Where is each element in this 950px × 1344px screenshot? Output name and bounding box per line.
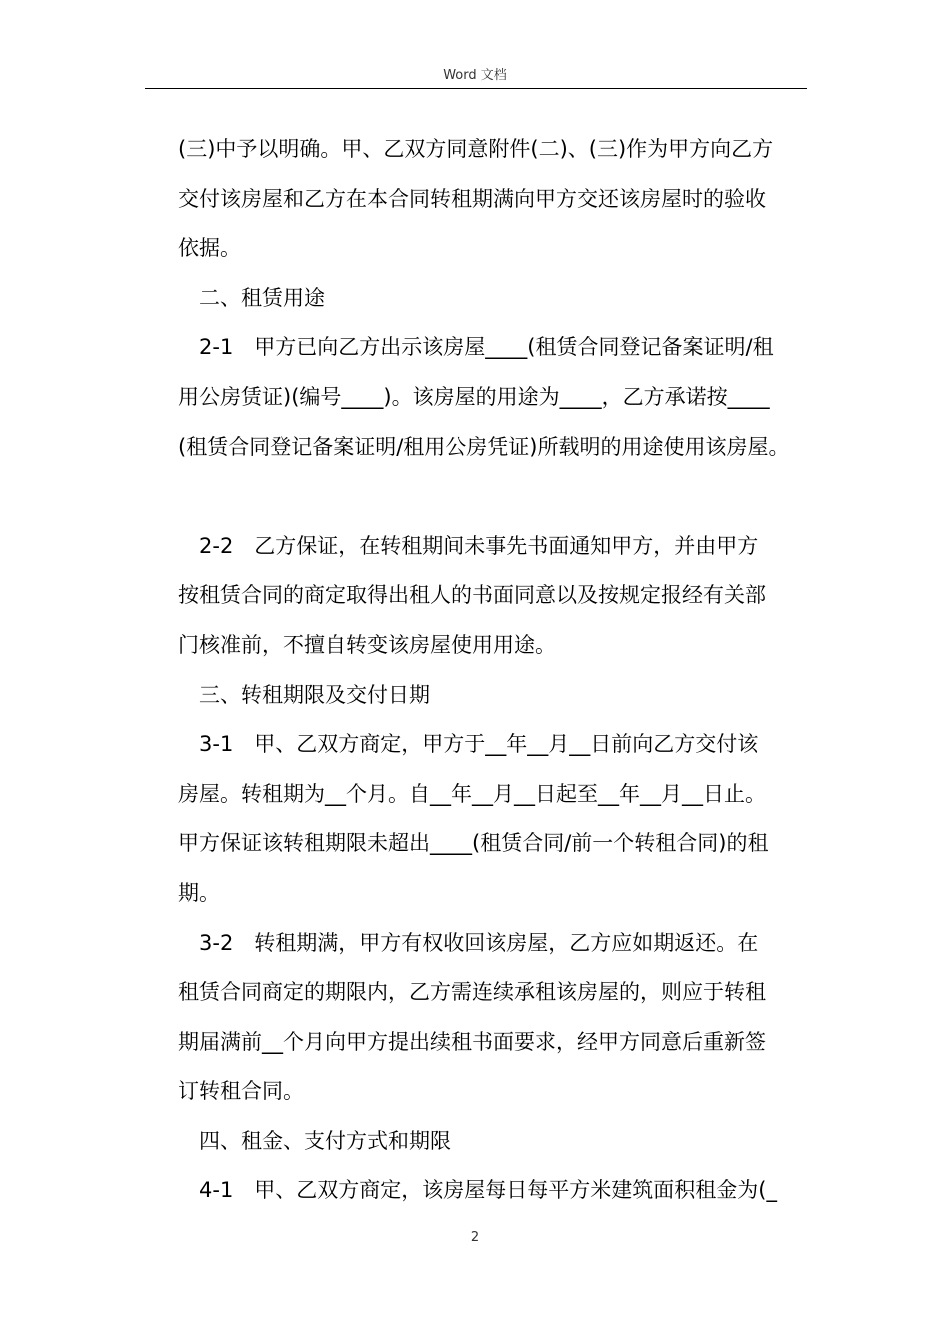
clause-line: 3-1 甲、乙双方商定，甲方于__年__月__日前向乙方交付该 — [199, 732, 759, 757]
paragraph-line: 房屋。转租期为__个月。自__年__月__日起至__年__月__日止。 — [178, 781, 766, 806]
paragraph-line: 交付该房屋和乙方在本合同转租期满向甲方交还该房屋时的验收 — [178, 186, 766, 211]
paragraph-line: 订转租合同。 — [178, 1079, 304, 1104]
paragraph-line: 依据。 — [178, 236, 241, 261]
clause-line: 2-2 乙方保证，在转租期间未事先书面通知甲方，并由甲方 — [199, 533, 759, 558]
header-divider — [145, 88, 807, 89]
paragraph-line: (租赁合同登记备案证明/租用公房凭证)所载明的用途使用该房屋。 — [178, 434, 790, 459]
section-heading: 四、租金、支付方式和期限 — [199, 1128, 451, 1153]
paragraph-line: 期届满前__个月向甲方提出续租书面要求，经甲方同意后重新签 — [178, 1029, 766, 1054]
page-header: Word 文档 — [443, 68, 507, 83]
paragraph-line: 甲方保证该转租期限未超出____(租赁合同/前一个转租合同)的租 — [178, 831, 769, 856]
paragraph-line: (三)中予以明确。甲、乙双方同意附件(二)、(三)作为甲方向乙方 — [178, 137, 774, 161]
paragraph-line: 按租赁合同的商定取得出租人的书面同意以及按规定报经有关部 — [178, 583, 766, 608]
paragraph-line: 门核准前，不擅自转变该房屋使用用途。 — [178, 632, 556, 657]
paragraph-line: 租赁合同商定的期限内，乙方需连续承租该房屋的，则应于转租 — [178, 980, 766, 1005]
clause-line: 2-1 甲方已向乙方出示该房屋____(租赁合同登记备案证明/租 — [199, 335, 774, 360]
paragraph-line: 期。 — [178, 880, 220, 905]
document-body — [178, 125, 818, 1216]
page-number: 2 — [470, 1230, 480, 1245]
clause-line: 4-1 甲、乙双方商定，该房屋每日每平方米建筑面积租金为(_ — [199, 1178, 777, 1203]
paragraph-gap — [178, 472, 818, 522]
section-heading: 二、租赁用途 — [199, 285, 325, 310]
paragraph-line: 用公房赁证)(编号____)。该房屋的用途为____，乙方承诺按____ — [178, 384, 770, 409]
clause-line: 3-2 转租期满，甲方有权收回该房屋，乙方应如期返还。在 — [199, 930, 759, 955]
section-heading: 三、转租期限及交付日期 — [199, 682, 430, 707]
